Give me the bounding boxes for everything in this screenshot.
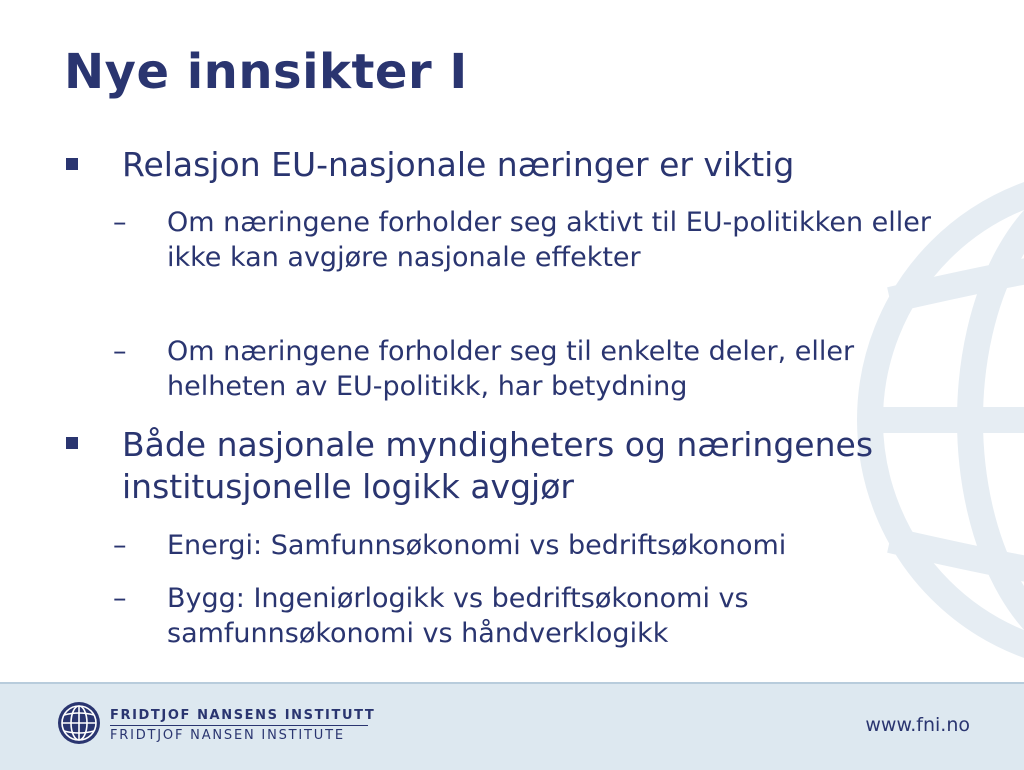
- slide-title: Nye innsikter I: [64, 44, 468, 100]
- institute-name-norwegian: FRIDTJOF NANSENS INSTITUTT: [110, 708, 376, 723]
- sub-bullet-marker: –: [113, 336, 127, 367]
- sub-bullet-marker: –: [113, 583, 127, 614]
- bullet-1: Relasjon EU-nasjonale næringer er viktig: [122, 145, 795, 184]
- sub-bullet-1-1: Om næringene forholder seg aktivt til EU-politikken eller ikke kan avgjøre nasjonale effekter: [167, 207, 931, 273]
- institute-name-english: FRIDTJOF NANSEN INSTITUTE: [110, 728, 345, 743]
- sub-bullet-2-1: Energi: Samfunnsøkonomi vs bedriftsøkonomi: [167, 530, 787, 561]
- sub-bullet-2-2: Bygg: Ingeniørlogikk vs bedriftsøkonomi vs samfunnsøkonomi vs håndverklogikk: [167, 583, 749, 649]
- bullet-2: Både nasjonale myndigheters og næringenes institusjonelle logikk avgjør: [122, 425, 874, 506]
- institute-divider: [110, 725, 368, 726]
- footer-bar: [0, 682, 1024, 770]
- globe-icon: [56, 700, 102, 746]
- sub-bullet-marker: –: [113, 530, 127, 561]
- bullet-marker: [66, 158, 78, 170]
- website-link[interactable]: www.fni.no: [865, 714, 970, 736]
- bullet-marker: [66, 437, 78, 449]
- sub-bullet-1-2: Om næringene forholder seg til enkelte deler, eller helheten av EU-politikk, har betydning: [167, 336, 855, 402]
- sub-bullet-marker: –: [113, 207, 127, 238]
